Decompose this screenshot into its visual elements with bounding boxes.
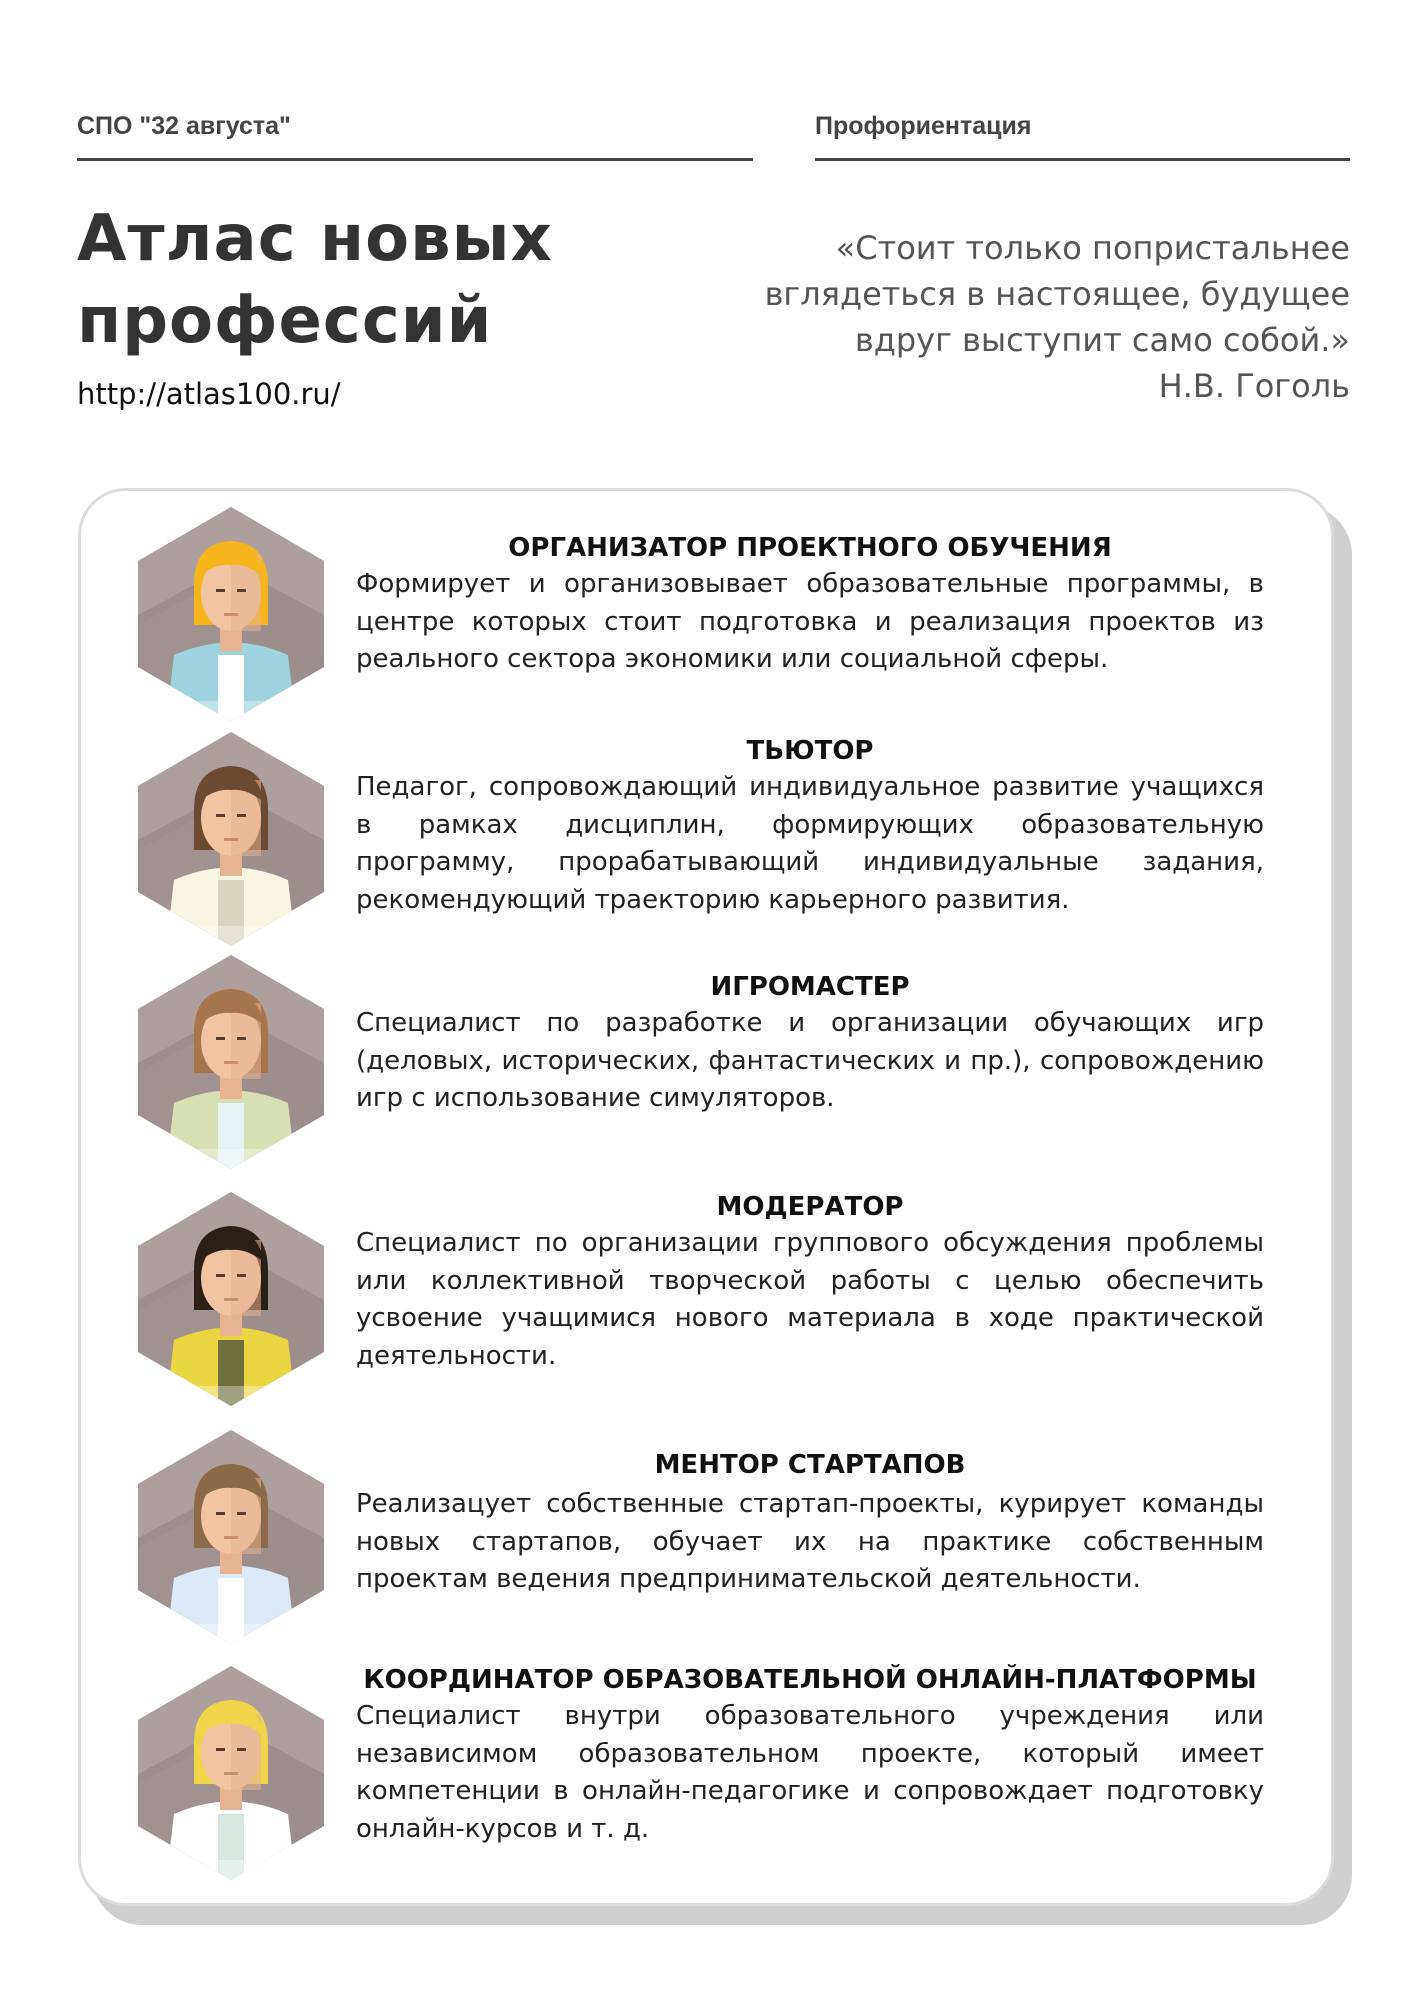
profession-description: Специалист по разработке и организации обучающих игр (деловых, исторических, фантастических и пр.), сопровождению игр с использование симуляторов. (356, 1008, 1264, 1113)
page-title-line-1: Атлас новых (77, 202, 553, 276)
avatar-hexagon-icon (136, 1190, 326, 1408)
avatar-mouth (224, 838, 238, 841)
avatar-figure (136, 1428, 326, 1646)
profession-title: ИГРОМАСТЕР (710, 972, 910, 1002)
avatar-fade (136, 926, 326, 948)
avatar-figure (136, 1190, 326, 1408)
quote-author: Н.В. Гоголь (1158, 367, 1350, 405)
avatar-eye-right (237, 1274, 246, 1277)
header-rule-left (77, 158, 753, 161)
profession-description: Специалист внутри образовательного учреждения или независимом образовательном проекте, который имеет компетенции в онлайн-педагогике и сопровождает подготовку онлайн-курсов и т. д. (356, 1701, 1264, 1844)
avatar-hexagon-icon (136, 953, 326, 1171)
avatar-mouth (224, 1061, 238, 1064)
quote-line-2: вглядеться в настоящее, будущее (764, 275, 1350, 313)
avatar-eye-left (216, 1512, 225, 1515)
avatar-hexagon-icon (136, 1664, 326, 1882)
avatar-mouth (224, 1298, 238, 1301)
avatar-figure (136, 505, 326, 723)
header-org: СПО "32 августа" (77, 112, 291, 140)
avatar-hexagon-icon (136, 505, 326, 723)
avatar-eye-right (237, 589, 246, 592)
header-rule-right (815, 158, 1350, 161)
profession-title: ТЬЮТОР (746, 736, 874, 766)
page-title-line-2: профессий (77, 284, 493, 358)
avatar-fade (136, 1149, 326, 1171)
quote-line-1: «Стоит только попристальнее (835, 229, 1350, 267)
avatar-fade (136, 1860, 326, 1882)
page-title (77, 198, 553, 362)
avatar-fade (136, 1624, 326, 1646)
avatar-eye-left (216, 1748, 225, 1751)
avatar-hexagon-icon (136, 730, 326, 948)
avatar-eye-right (237, 814, 246, 817)
avatar-hexagon-icon (136, 1428, 326, 1646)
avatar-figure (136, 730, 326, 948)
avatar-eye-left (216, 1037, 225, 1040)
avatar-mouth (224, 1772, 238, 1775)
header-section: Профориентация (815, 112, 1032, 140)
avatar-figure (136, 953, 326, 1171)
profession-title: МЕНТОР СТАРТАПОВ (654, 1450, 966, 1480)
profession-title: КООРДИНАТОР ОБРАЗОВАТЕЛЬНОЙ ОНЛАЙН-ПЛАТФОРМЫ (363, 1665, 1257, 1695)
avatar-eye-left (216, 814, 225, 817)
avatar-eye-right (237, 1748, 246, 1751)
avatar-figure (136, 1664, 326, 1882)
avatar-eye-left (216, 1274, 225, 1277)
quote-line-3: вдруг выступит само собой.» (854, 321, 1350, 359)
avatar-eye-right (237, 1512, 246, 1515)
profession-description: Специалист по организации группового обсуждения проблемы или коллективной творческой работы с целью обеспечить усвоение учащимися нового материала в ходе практической деятельности. (356, 1228, 1264, 1371)
avatar-mouth (224, 613, 238, 616)
quote (730, 225, 1350, 409)
avatar-eye-right (237, 1037, 246, 1040)
profession-description: Формирует и организовывает образовательные программы, в центре которых стоит подготовка и реализация проектов из реального сектора экономики или социальной сферы. (356, 569, 1264, 674)
avatar-fade (136, 701, 326, 723)
profession-title: МОДЕРАТОР (716, 1192, 904, 1222)
avatar-mouth (224, 1536, 238, 1539)
site-url[interactable]: http://atlas100.ru/ (77, 377, 341, 411)
profession-title: ОРГАНИЗАТОР ПРОЕКТНОГО ОБУЧЕНИЯ (508, 533, 1112, 563)
avatar-eye-left (216, 589, 225, 592)
profession-description: Реализацует собственные стартап-проекты, курирует команды новых стартапов, обучает их на практике собственным проектам ведения предпринимательской деятельности. (356, 1489, 1264, 1594)
avatar-fade (136, 1386, 326, 1408)
profession-description: Педагог, сопровождающий индивидуальное развитие учащихся в рамках дисциплин, формирующих образовательную программу, прорабатывающий индивидуальные задания, рекомендующий траекторию карьерного развития. (356, 772, 1264, 915)
